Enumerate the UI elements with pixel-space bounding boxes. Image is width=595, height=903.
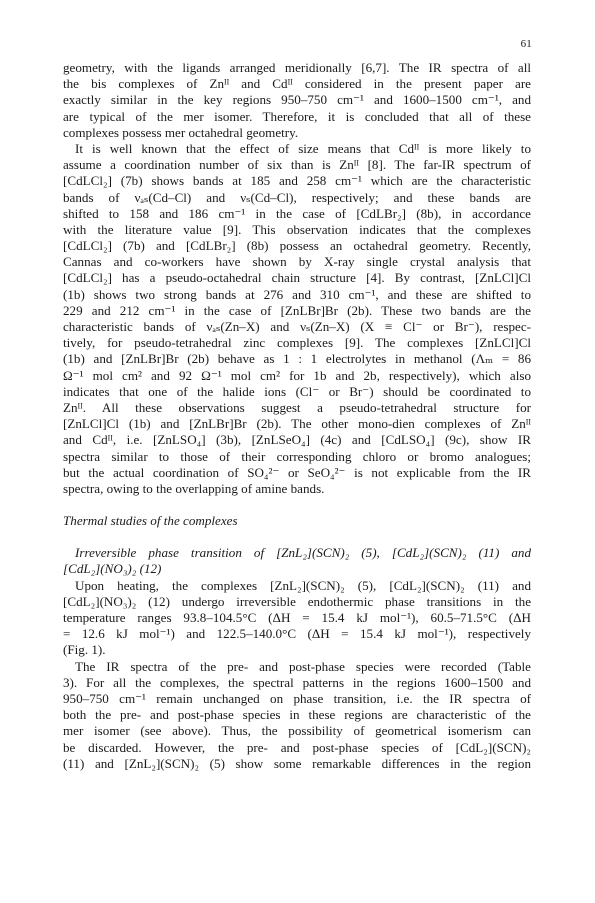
text-line: the bis complexes of Znᴵᴵ and Cdᴵᴵ considered in the present paper are (63, 76, 531, 92)
text-line: characteristic bands of νₐₛ(Zn–X) and νₛ(Zn–X) (X ≡ Cl⁻ or Br⁻), respec- (63, 319, 531, 334)
text-line: with the literature value [9]. This observation indicates that the complexes (63, 221, 531, 237)
text-line: 950–750 cm⁻¹ remain unchanged on phase transition, i.e. the IR spectra of (63, 690, 531, 706)
text-line: Cannas and co-workers have shown by X-ray single crystal analysis that (63, 254, 531, 270)
text-line: complexes possess mer octahedral geometry. (63, 124, 299, 140)
text-line: Upon heating, the complexes [ZnL₂](SCN)₂ (5), [CdL₂](SCN)₂ (11) and (75, 577, 531, 593)
text-line: [CdLCl₂] has a pseudo-octahedral chain structure [4]. By contrast, [ZnLCl]Cl (63, 270, 531, 286)
text-line: shifted to 158 and 186 cm⁻¹ in the case of [CdLBr₂] (8b), in accordance (63, 205, 531, 221)
text-line: indicates that one of the halide ions (Cl⁻ or Br⁻) should be coordinated to (63, 383, 531, 399)
text-line: (11) and [ZnL₂](SCN)₂ (5) show some remarkable differences in the region (63, 755, 531, 771)
text-line: and Cdᴵᴵ, i.e. [ZnLSO₄] (3b), [ZnLSeO₄] (4c) and [CdLSO₄] (9c), show IR (63, 432, 531, 448)
text-line: = 12.6 kJ mol⁻¹) and 122.5–140.0°C (ΔH = 15.4 kJ mol⁻¹), respectively (63, 626, 531, 642)
text-line: (Fig. 1). (63, 642, 106, 658)
text-line: It is well known that the effect of size means that Cdᴵᴵ is more likely to (75, 140, 531, 156)
text-line: Znᴵᴵ. All these observations suggest a pseudo-tetrahedral structure for (63, 399, 531, 415)
body-text (63, 60, 531, 772)
text-line: assume a coordination number of six than is Znᴵᴵ [8]. The far-IR spectrum of (63, 157, 531, 173)
text-line: spectra similar to those of their corresponding chloro or bromo analogues; (63, 448, 531, 464)
section-heading: Thermal studies of the complexes (63, 513, 238, 529)
section-spacer (63, 497, 531, 513)
text-line: but the actual coordination of SO₄²⁻ or SeO₄²⁻ is not explicable from the IR (63, 464, 531, 480)
text-line: temperature ranges 93.8–104.5°C (ΔH = 15.4 kJ mol⁻¹), 60.5–71.5°C (ΔH (63, 610, 531, 625)
text-line: [CdLCl₂] (7b) and [CdLBr₂] (8b) possess an octahedral geometry. Recently, (63, 238, 531, 254)
text-line: Ω⁻¹ mol cm² and 92 Ω⁻¹ mol cm² for 1b and 2b, respectively), which also (63, 367, 531, 383)
text-line: exactly similar in the key regions 950–750 cm⁻¹ and 1600–1500 cm⁻¹, and (63, 92, 531, 108)
text-line: be discarded. However, the pre- and post-phase species of [CdL₂](SCN)₂ (63, 739, 531, 755)
text-line: (1b) and [ZnLBr]Br (2b) behave as 1 : 1 electrolytes in methanol (Λₘ = 86 (63, 351, 531, 367)
text-line: mer isomer (see above). Thus, the possibility of geometrical isomerism can (63, 723, 531, 739)
text-line: [ZnLCl]Cl (1b) and [ZnLBr]Br (2b). The other mono-dien complexes of Znᴵᴵ (63, 416, 531, 432)
text-line: 229 and 212 cm⁻¹ in the case of [ZnLBr]Br (2b). These two bands are the (63, 302, 531, 318)
subheading (63, 545, 531, 577)
text-line: are typical of the mer isomer. Therefore, it is concluded that all of these (63, 108, 531, 124)
text-line: geometry, with the ligands arranged meridionally [6,7]. The IR spectra of all (63, 60, 531, 75)
text-line: (1b) shows two strong bands at 276 and 310 cm⁻¹, and these are shifted to (63, 286, 531, 302)
subheading-line: [CdL₂](NO₃)₂ (12) (63, 561, 162, 577)
text-line: spectra, owing to the overlapping of amine bands. (63, 480, 325, 496)
page-number: 61 (520, 38, 532, 50)
paragraph-3 (63, 578, 531, 659)
paragraph-1 (63, 60, 531, 141)
paragraph-2 (63, 141, 531, 497)
paragraph-4 (63, 659, 531, 772)
section-spacer (63, 529, 531, 545)
text-line: tively, for pseudo-tetrahedral zinc complexes [9]. The complexes [ZnLCl]Cl (63, 335, 531, 351)
text-line: bands of νₐₛ(Cd–Cl) and νₛ(Cd–Cl), respectively; and these bands are (63, 189, 531, 205)
subheading-line: Irreversible phase transition of [ZnL₂](SCN)₂ (5), [CdL₂](SCN)₂ (11) and (75, 545, 531, 561)
text-line: The IR spectra of the pre- and post-phase species were recorded (Table (75, 658, 531, 674)
text-line: both the pre- and post-phase species in these regions are characteristic of the (63, 707, 531, 723)
text-line: 3). For all the complexes, the spectral patterns in the regions 1600–1500 and (63, 674, 531, 690)
text-line: [CdL₂](NO₃)₂ (12) undergo irreversible endothermic phase transitions in the (63, 593, 531, 609)
text-line: [CdLCl₂] (7b) shows bands at 185 and 258 cm⁻¹ which are the characteristic (63, 173, 531, 189)
